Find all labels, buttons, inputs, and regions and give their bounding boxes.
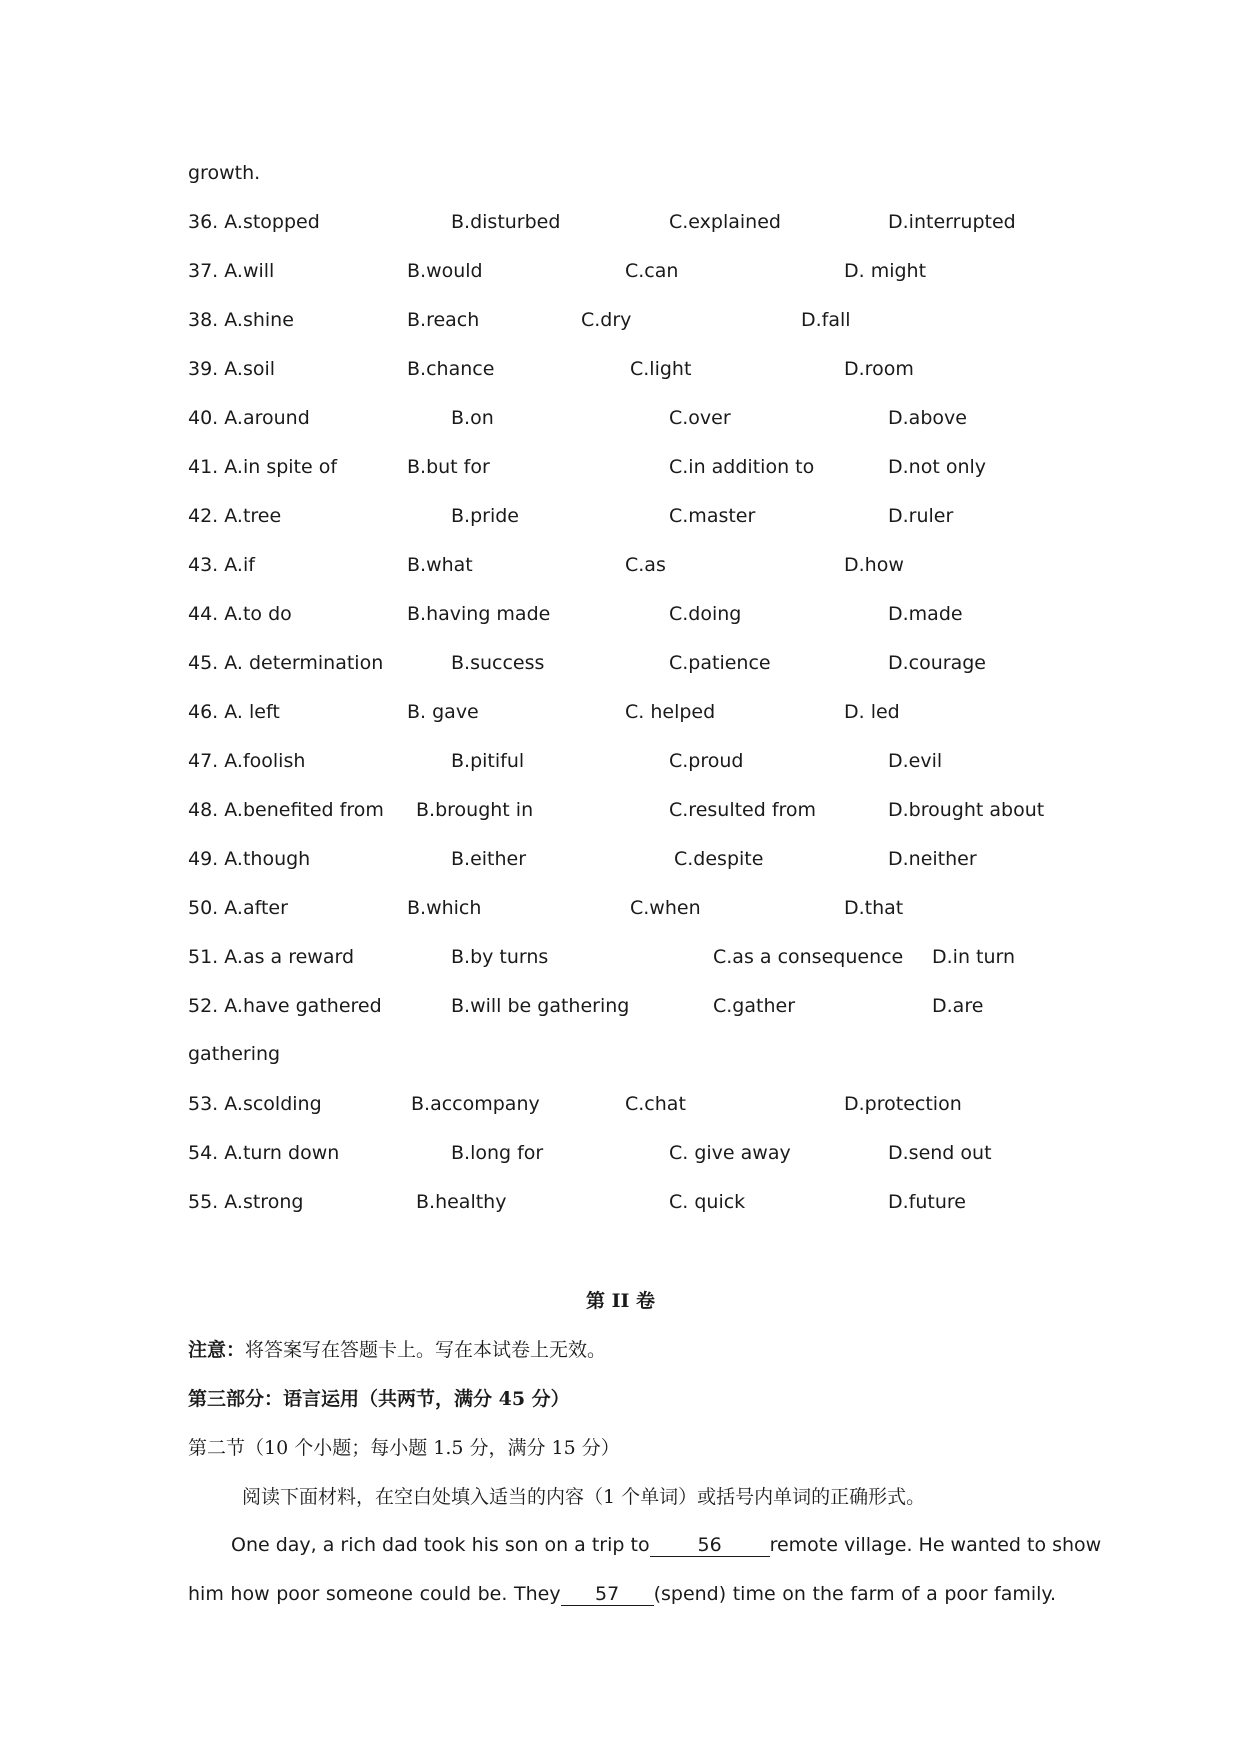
question-50-option-a: 50. A.after bbox=[188, 897, 288, 919]
question-50-option-c: C.when bbox=[630, 897, 701, 919]
question-46-option-c: C. helped bbox=[625, 701, 716, 723]
blank-57: 57 bbox=[561, 1583, 654, 1606]
question-51-option-a: 51. A.as a reward bbox=[188, 946, 355, 968]
passage-line-1 bbox=[231, 1533, 1102, 1557]
question-36-option-a: 36. A.stopped bbox=[188, 211, 320, 233]
question-38-option-a: 38. A.shine bbox=[188, 309, 294, 331]
question-42-option-c: C.master bbox=[669, 505, 756, 527]
question-41-option-c: C.in addition to bbox=[669, 456, 815, 478]
question-44-option-a: 44. A.to do bbox=[188, 603, 292, 625]
blank-56: 56 bbox=[650, 1534, 770, 1557]
passage-word: poor bbox=[276, 1583, 320, 1605]
question-36-option-c: C.explained bbox=[669, 211, 781, 233]
question-47-option-a: 47. A.foolish bbox=[188, 750, 306, 772]
question-51-option-c: C.as a consequence bbox=[713, 946, 904, 968]
question-52-option-d: D.are bbox=[932, 995, 984, 1017]
note-label: 注意： bbox=[188, 1339, 246, 1361]
question-44-option-c: C.doing bbox=[669, 603, 742, 625]
question-52-option-a: 52. A.have gathered bbox=[188, 995, 382, 1017]
continuation-line: growth. bbox=[188, 162, 261, 184]
question-43-option-b: B.what bbox=[407, 554, 473, 576]
question-49-option-b: B.either bbox=[451, 848, 527, 870]
question-53-option-a: 53. A.scolding bbox=[188, 1093, 322, 1115]
question-47-option-c: C.proud bbox=[669, 750, 744, 772]
question-42-option-a: 42. A.tree bbox=[188, 505, 282, 527]
question-54-option-c: C. give away bbox=[669, 1142, 791, 1164]
passage-word: (spend) bbox=[653, 1583, 727, 1605]
question-47-option-b: B.pitiful bbox=[451, 750, 525, 772]
question-46-option-a: 46. A. left bbox=[188, 701, 280, 723]
passage-line-2 bbox=[188, 1582, 1056, 1606]
question-54-option-b: B.long for bbox=[451, 1142, 544, 1164]
question-37-option-a: 37. A.will bbox=[188, 260, 275, 282]
question-53-option-c: C.chat bbox=[625, 1093, 686, 1115]
passage-word: him bbox=[188, 1583, 224, 1605]
question-40-option-b: B.on bbox=[451, 407, 494, 429]
passage-word: how bbox=[230, 1583, 270, 1605]
passage-word: They bbox=[513, 1583, 561, 1605]
question-44-option-b: B.having made bbox=[407, 603, 551, 625]
passage-word: someone bbox=[325, 1583, 413, 1605]
question-51-option-b: B.by turns bbox=[451, 946, 549, 968]
question-41-option-d: D.not only bbox=[888, 456, 987, 478]
question-48-option-a: 48. A.benefited from bbox=[188, 799, 384, 821]
question-55-option-d: D.future bbox=[888, 1191, 966, 1213]
question-37-option-d: D. might bbox=[844, 260, 927, 282]
question-41-option-b: B.but for bbox=[407, 456, 490, 478]
note-line bbox=[188, 1338, 606, 1362]
question-55-option-a: 55. A.strong bbox=[188, 1191, 304, 1213]
passage-word: farm bbox=[850, 1583, 895, 1605]
passage-word: time bbox=[732, 1583, 776, 1605]
question-45-option-d: D.courage bbox=[888, 652, 986, 674]
question-52-wrap: gathering bbox=[188, 1043, 281, 1065]
question-36-option-d: D.interrupted bbox=[888, 211, 1016, 233]
question-43-option-c: C.as bbox=[625, 554, 666, 576]
passage-word: the bbox=[812, 1583, 844, 1605]
question-45-option-b: B.success bbox=[451, 652, 545, 674]
section-title: 第 II 卷 bbox=[585, 1290, 655, 1312]
question-46-option-d: D. led bbox=[844, 701, 900, 723]
question-45-option-c: C.patience bbox=[669, 652, 771, 674]
passage-word: a bbox=[926, 1583, 938, 1605]
question-50-option-b: B.which bbox=[407, 897, 482, 919]
question-48-option-d: D.brought about bbox=[888, 799, 1045, 821]
question-38-option-c: C.dry bbox=[581, 309, 632, 331]
passage-word: family. bbox=[994, 1583, 1056, 1605]
question-38-option-d: D.fall bbox=[801, 309, 851, 331]
question-52-option-b: B.will be gathering bbox=[451, 995, 630, 1017]
question-46-option-b: B. gave bbox=[407, 701, 479, 723]
question-48-option-c: C.resulted from bbox=[669, 799, 817, 821]
passage-text: remote village. He wanted to show bbox=[769, 1534, 1102, 1556]
section2-heading: 第二节（10 个小题；每小题 1.5 分，满分 15 分） bbox=[188, 1437, 620, 1459]
question-45-option-a: 45. A. determination bbox=[188, 652, 384, 674]
question-51-option-d: D.in turn bbox=[932, 946, 1016, 968]
question-54-option-a: 54. A.turn down bbox=[188, 1142, 340, 1164]
question-48-option-b: B.brought in bbox=[416, 799, 534, 821]
passage-word: could bbox=[419, 1583, 472, 1605]
question-47-option-d: D.evil bbox=[888, 750, 943, 772]
question-37-option-c: C.can bbox=[625, 260, 679, 282]
question-43-option-a: 43. A.if bbox=[188, 554, 255, 576]
question-53-option-d: D.protection bbox=[844, 1093, 962, 1115]
question-49-option-c: C.despite bbox=[674, 848, 764, 870]
question-36-option-b: B.disturbed bbox=[451, 211, 561, 233]
passage-word: on bbox=[782, 1583, 806, 1605]
question-40-option-c: C.over bbox=[669, 407, 731, 429]
question-37-option-b: B.would bbox=[407, 260, 483, 282]
question-39-option-b: B.chance bbox=[407, 358, 495, 380]
question-49-option-a: 49. A.though bbox=[188, 848, 311, 870]
question-39-option-c: C.light bbox=[630, 358, 692, 380]
passage-word-with-blank bbox=[514, 1582, 726, 1606]
question-42-option-d: D.ruler bbox=[888, 505, 954, 527]
passage-word: poor bbox=[944, 1583, 988, 1605]
part3-heading: 第三部分：语言运用（共两节，满分 45 分） bbox=[188, 1388, 570, 1410]
instruction-text: 阅读下面材料，在空白处填入适当的内容（1 个单词）或括号内单词的正确形式。 bbox=[242, 1486, 926, 1508]
question-50-option-d: D.that bbox=[844, 897, 904, 919]
question-38-option-b: B.reach bbox=[407, 309, 480, 331]
note-text: 将答案写在答题卡上。写在本试卷上无效。 bbox=[245, 1339, 607, 1361]
passage-word: be. bbox=[477, 1583, 508, 1605]
question-54-option-d: D.send out bbox=[888, 1142, 992, 1164]
question-55-option-c: C. quick bbox=[669, 1191, 746, 1213]
question-44-option-d: D.made bbox=[888, 603, 963, 625]
question-40-option-a: 40. A.around bbox=[188, 407, 310, 429]
question-39-option-d: D.room bbox=[844, 358, 914, 380]
passage-word: of bbox=[901, 1583, 920, 1605]
question-55-option-b: B.healthy bbox=[416, 1191, 507, 1213]
question-42-option-b: B.pride bbox=[451, 505, 519, 527]
question-49-option-d: D.neither bbox=[888, 848, 977, 870]
passage-text: One day, a rich dad took his son on a trip to bbox=[231, 1534, 650, 1556]
question-52-option-c: C.gather bbox=[713, 995, 796, 1017]
question-40-option-d: D.above bbox=[888, 407, 967, 429]
question-43-option-d: D.how bbox=[844, 554, 904, 576]
question-39-option-a: 39. A.soil bbox=[188, 358, 276, 380]
question-53-option-b: B.accompany bbox=[411, 1093, 540, 1115]
question-41-option-a: 41. A.in spite of bbox=[188, 456, 338, 478]
